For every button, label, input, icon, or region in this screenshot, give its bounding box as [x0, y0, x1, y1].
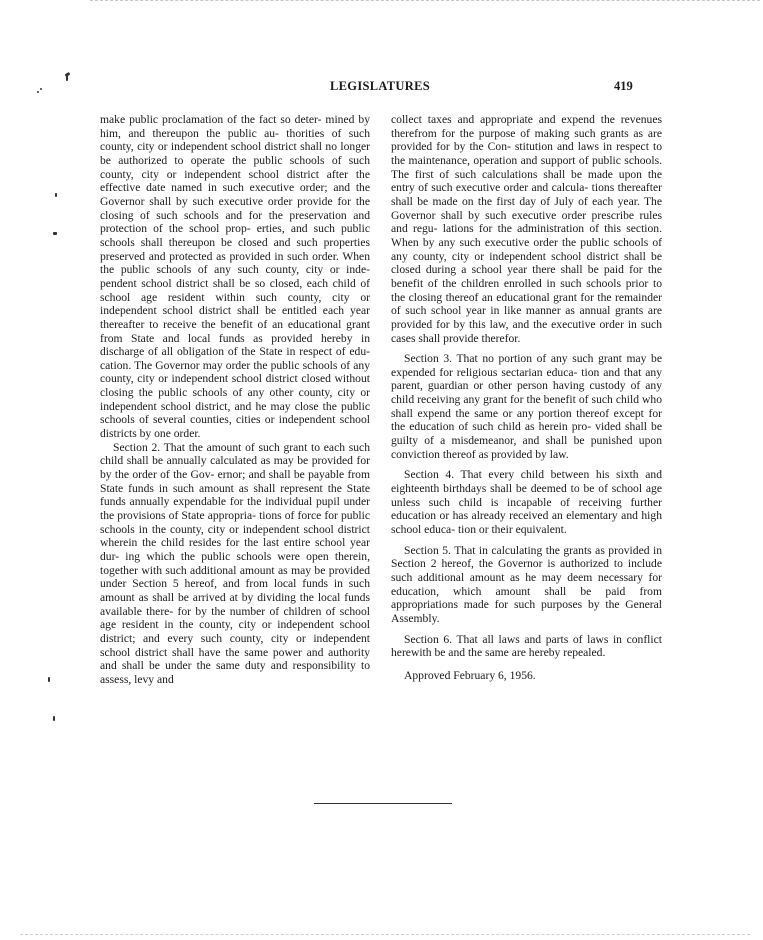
approved-line: Approved February 6, 1956. [404, 668, 536, 682]
top-edge-dots [90, 0, 760, 5]
scan-speck [53, 716, 55, 721]
running-head [0, 79, 763, 95]
page-number: 419 [614, 79, 633, 93]
scan-speck [55, 193, 57, 197]
scan-speck [53, 232, 57, 235]
paragraph-continued: make public proclamation of the fact so deter- mined by him, and thereupon the public au- thorities of such county, city or independent school district shall no longer be authorized to operate the public schools of such county, city or independent school district after the effective date named in such executive order; and the Governor shall by such executive order provide for the closing of such schools and for the preservation and protection of the school prop- erties, and such public schools shall thereupon be closed and such properties preserved and protected as provided in such order. When the public schools of any such county, city or inde- pendent school district shall be so closed, each child of school age resident within such county, city or independent school district shall be entitled each year thereafter to receive the benefit of an educational grant from State and local funds as provided hereby in discharge of all obligation of the State in respect of edu- cation. The Governor may order the public schools of any county, city or independent school district closed without closing the public schools of any other county, city or independent school district, and he may close the public schools of several counties, cities or independent school districts by one order. [100, 113, 370, 441]
paragraph-section-6: Section 6. That all laws and parts of laws in conflict herewith be and the same are hereby repealed. [391, 632, 662, 660]
paragraph-continued: collect taxes and appropriate and expend the revenues therefrom for the purpose of making such grants as are provided for by the Con- stitution and laws in respect to the maintenance, operation and support of public schools. The first of such calculations shall be made upon the entry of such executive order and calcula- tions thereafter shall be made on the first day of July of each year. The Governor shall by such executive order prescribe rules and regu- lations for the administration of this section. When by any such executive order the public schools of any county, city or independent school district shall be closed during a school year there shall be paid for the benefit of the children enrolled in such schools prior to the closing thereof an educational grant for the remainder of such school year in like manner as annual grants are provided for by this law, and the executive order in such cases shall provide therefor. [391, 113, 662, 345]
bottom-edge-dots [20, 934, 750, 938]
running-title: LEGISLATURES [330, 79, 430, 93]
paragraph-section-2: Section 2. That the amount of such grant to each such child shall be annually calculated as may be provided for by the order of the Gov- ernor; and shall be payable from State funds in such amount as shall represent the State funds annually expendable for the individual pupil under the provisions of State appropria- tions of force for public schools in the county, city or independent school district wherein the child resides for the last entire school year dur- ing which the public schools were open therein, together with such additional amount as may be provided under Section 5 hereof, and from local funds in such amount as shall be arrived at by dividing the local funds available there- for by the number of children of school age resident in the county, city or independent school district; and every such county, city or independent school district shall have the same power and authority and shall be under the same duty and responsibility to assess, levy and [100, 440, 370, 686]
end-rule [314, 803, 452, 804]
scan-speck [48, 677, 50, 682]
paragraph-section-4: Section 4. That every child between his sixth and eighteenth birthdays shall be deemed to be of school age unless such child is incapable of receiving further education or has already received an elementary and high school educa- tion or their equivalent. [391, 468, 662, 537]
left-column [100, 113, 370, 687]
paragraph-section-5: Section 5. That in calculating the grants as provided in Section 2 hereof, the Governor is authorized to include such additional amount as he may deem necessary for education, which amount shall be paid from appropriations made for such purposes by the General Assembly. [391, 543, 662, 625]
right-column [391, 113, 662, 683]
paragraph-section-3: Section 3. That no portion of any such grant may be expended for religious sectarian educa- tion and that any parent, guardian or other person having custody of any child receiving any grant for the benefit of such child who shall expend the same or any portion thereof except for the education of such child as herein pro- vided shall be guilty of a misdemeanor, and shall be punished upon conviction thereof as provided by law. [391, 352, 662, 461]
